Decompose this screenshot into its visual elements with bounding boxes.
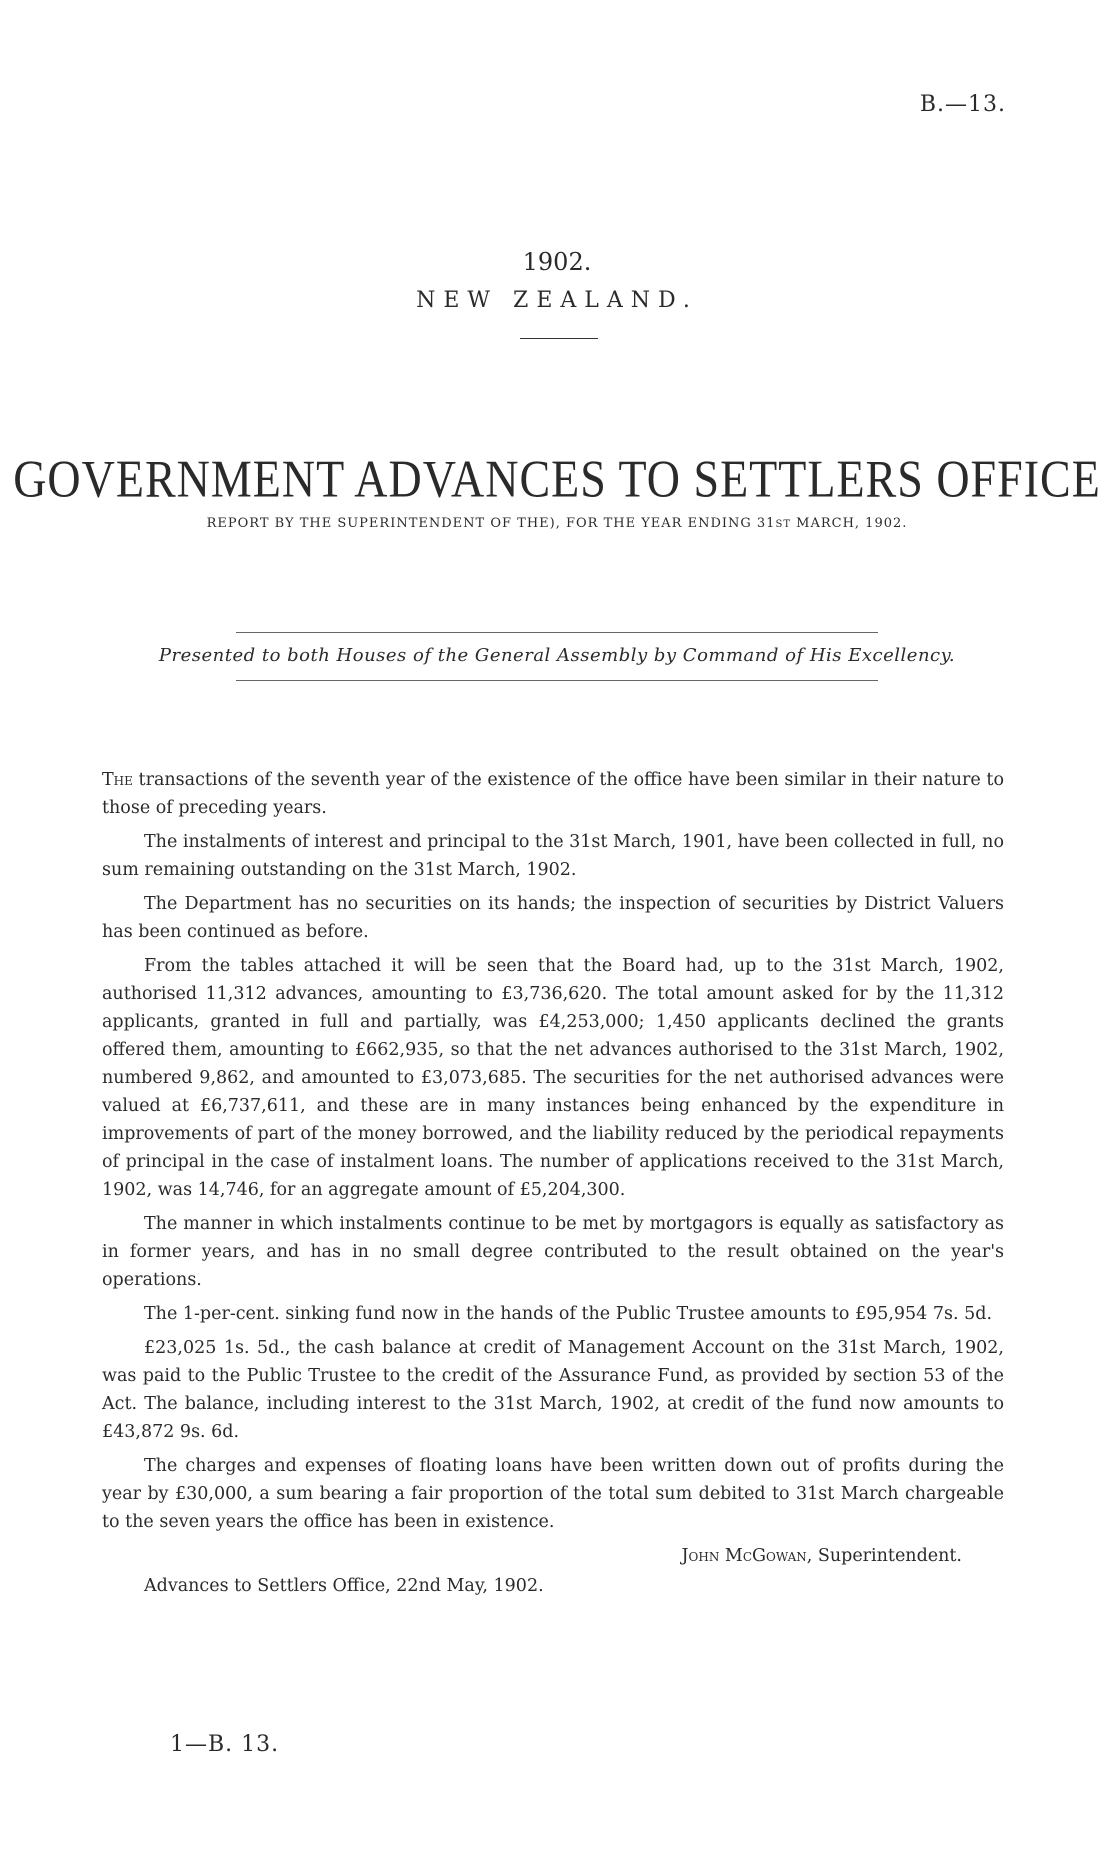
signature-title: , Superintendent. xyxy=(806,1546,962,1566)
paragraph-4: From the tables attached it will be seen that the Board had, up to the 31st March, 1902, authorised 11,312 advances, amounting to £3,736,620. The total amount asked for by the 11,312 applicants, granted in full and partially, was £4,253,000; 1,450 applicants declined the grants offered them, amounting to £662,935, so that the net advances authorised to the 31st March, 1902, numbered 9,862, and amounted to £3,073,685. The securities for the net authorised advances were valued at £6,737,611, and these are in many instances being enhanced by the expenditure in improvements of part of the money borrowed, and the liability reduced by the periodical repayments of principal in the case of instalment loans. The number of applications received to the 31st March, 1902, was 14,746, for an aggregate amount of £5,204,300. xyxy=(102,956,1004,1200)
paragraph-5: The manner in which instalments continue to be met by mortgagors is equally as satisfactory as in former years, and has in no small degree contributed to the result obtained on the year's operations. xyxy=(102,1214,1004,1290)
dateline: Advances to Settlers Office, 22nd May, 1902. xyxy=(144,1576,544,1596)
subtitle-main: REPORT BY THE SUPERINTENDENT OF THE), FOR THE YEAR ENDING 31 xyxy=(206,516,776,531)
document-country: NEW ZEALAND. xyxy=(416,288,698,313)
subtitle-tail: MARCH, 1902. xyxy=(791,516,908,531)
signature xyxy=(102,1542,962,1570)
title-divider xyxy=(520,338,598,339)
presented-rule-top xyxy=(236,632,878,633)
paragraph-1 xyxy=(102,766,1004,822)
document-subtitle xyxy=(0,516,1114,531)
paragraph-2: The instalments of interest and principal to the 31st March, 1901, have been collected in full, no sum remaining outstanding on the 31st March, 1902. xyxy=(102,832,1004,880)
subtitle-ordinal: ST xyxy=(775,519,791,530)
paragraph-1-lead: The xyxy=(102,770,133,790)
document-title: GOVERNMENT ADVANCES TO SETTLERS OFFICE xyxy=(13,449,1101,508)
paragraph-6: The 1-per-cent. sinking fund now in the hands of the Public Trustee amounts to £95,954 7s. 5d. xyxy=(144,1304,993,1324)
presented-line: Presented to both Houses of the General Assembly by Command of His Excellency. xyxy=(158,645,956,666)
paragraph-1-text: transactions of the seventh year of the existence of the office have been similar in their nature to those of preceding years. xyxy=(102,770,1004,818)
paragraph-7: £23,025 1s. 5d., the cash balance at credit of Management Account on the 31st March, 1902, was paid to the Public Trustee to the credit of the Assurance Fund, as provided by section 53 of the Act. The balance, including interest to the 31st March, 1902, at credit of the fund now amounts to £43,872 9s. 6d. xyxy=(102,1338,1004,1442)
signature-name: John McGowan xyxy=(681,1546,807,1566)
paragraph-8: The charges and expenses of floating loans have been written down out of profits during the year by £30,000, a sum bearing a fair proportion of the total sum debited to 31st March chargeable to the seven years the office has been in existence. xyxy=(102,1456,1004,1532)
paragraph-3: The Department has no securities on its hands; the inspection of securities by District Valuers has been continued as before. xyxy=(102,894,1004,942)
report-body xyxy=(102,766,1004,1606)
page-reference: B.—13. xyxy=(919,92,1006,117)
footer-reference: 1—B. 13. xyxy=(170,1732,280,1757)
presented-rule-bottom xyxy=(236,680,878,681)
document-year: 1902. xyxy=(522,248,592,276)
